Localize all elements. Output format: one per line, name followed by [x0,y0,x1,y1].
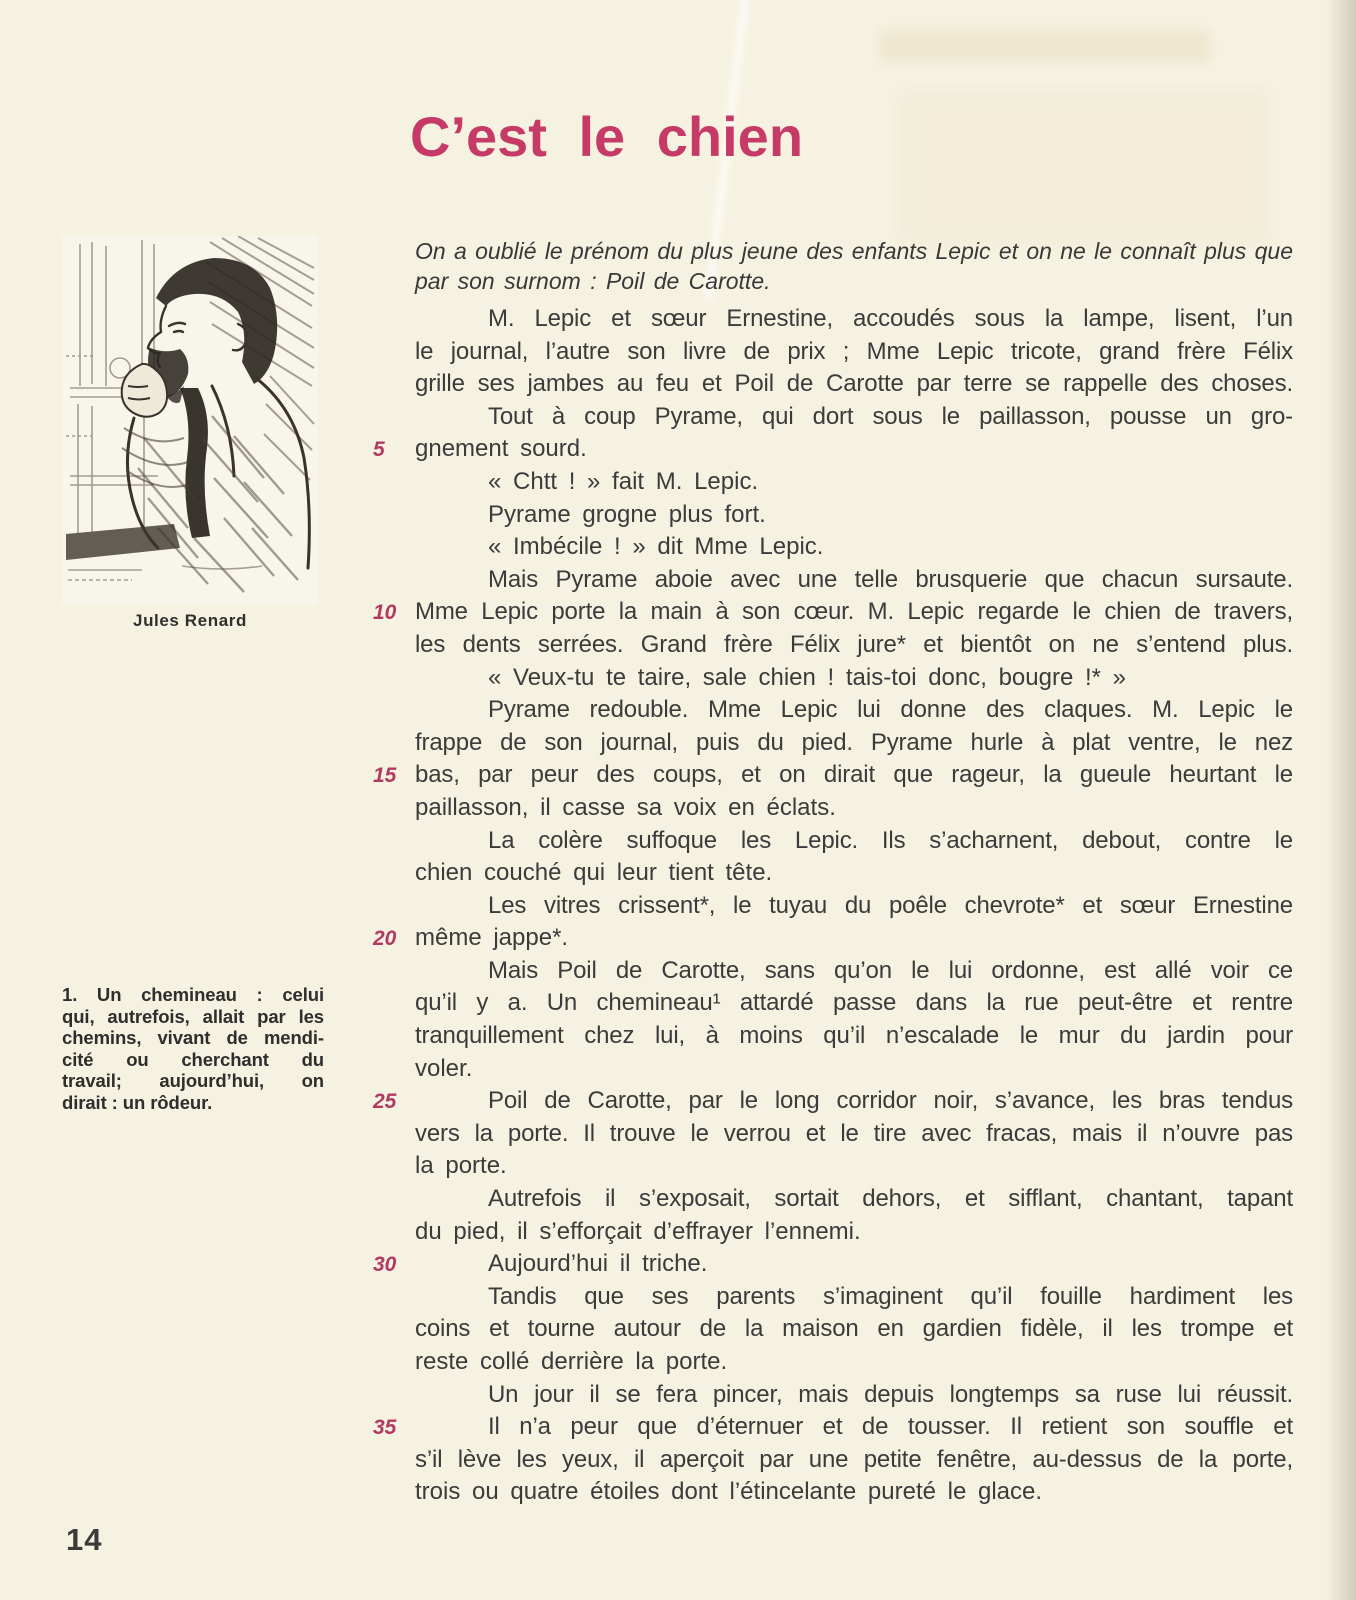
body-line [415,1281,1293,1314]
body-line-text: La colère suffoque les Lepic. Ils s’acharnent, debout, contre le [488,826,1293,854]
line-number: 20 [373,927,397,951]
footnote [62,984,324,1113]
body-line [415,1444,1293,1477]
body-line-text: Un jour il se fera pincer, mais depuis longtemps sa ruse lui réussit. [488,1380,1293,1408]
body-line [415,1053,1293,1086]
body-line-text: le journal, l’autre son livre de prix ; Mme Lepic tricote, grand frère Félix [415,337,1293,365]
body-line-text: Les vitres crissent*, le tuyau du poêle chevrote* et sœur Ernestine [488,891,1293,919]
body-line [373,1085,1293,1118]
body-line [415,694,1293,727]
body-line-text: paillasson, il casse sa voix en éclats. [415,793,836,821]
body-line-text: frappe de son journal, puis du pied. Pyrame hurle à plat ventre, le nez [415,728,1293,756]
body-line [415,401,1293,434]
body-line [415,336,1293,369]
body-line [415,1183,1293,1216]
line-number: 35 [373,1416,397,1440]
body-line [373,922,1293,955]
intro-line: par son surnom : Poil de Carotte. [415,268,771,294]
body-line-text: bas, par peur des coups, et on dirait que rageur, la gueule heurtant le [415,761,1293,789]
bleed-through-artifact [900,92,1270,242]
footnote-line: chemins, vivant de mendi- [62,1027,324,1048]
body-line-text: vers la porte. Il trouve le verrou et le tire avec fracas, mais il n’ouvre pas [415,1119,1293,1147]
body-line [415,792,1293,825]
body-line-text: Pyrame redouble. Mme Lepic lui donne des claques. M. Lepic le [488,696,1293,724]
body-line [415,1118,1293,1151]
body-line [415,466,1293,499]
body-line [415,987,1293,1020]
line-number: 5 [373,438,385,462]
line-number: 10 [373,601,397,625]
body-line-text: gnement sourd. [415,435,587,463]
body-line-text: qu’il y a. Un chemineau¹ attardé passe dans la rue peut-être et rentre [415,989,1293,1017]
body-line [415,368,1293,401]
body-line [415,1379,1293,1412]
body-line-text: Mme Lepic porte la main à son cœur. M. Lepic regarde le chien de travers, [415,598,1293,626]
body-line [415,564,1293,597]
sketch-portrait-icon [62,236,318,604]
body-line-text: trois ou quatre étoiles dont l’étincelante pureté le glace. [415,1478,1043,1506]
body-line [415,499,1293,532]
body-line-text: chien couché qui leur tient tête. [415,859,773,887]
body-line [373,1411,1293,1444]
body-line [415,1216,1293,1249]
body-line-text: Mais Poil de Carotte, sans qu’on le lui ordonne, est allé voir ce [488,956,1293,984]
body-line [415,1150,1293,1183]
body-line [415,662,1293,695]
page-edge-shadow [1326,0,1356,1600]
line-number: 25 [373,1090,397,1114]
footnote-line: dirait : un rôdeur. [62,1091,213,1113]
body-line-text: « Imbécile ! » dit Mme Lepic. [488,533,824,561]
body-line-text: Tandis que ses parents s’imaginent qu’il fouille hardiment les [488,1282,1293,1310]
body-line [415,857,1293,890]
body-line [415,955,1293,988]
footnote-line: travail; aujourd’hui, on [62,1070,324,1091]
body-line-text: grille ses jambes au feu et Poil de Carotte par terre se rappelle des choses. [415,370,1293,398]
body-line [415,890,1293,923]
illustration-caption: Jules Renard [133,611,247,630]
body-line-text: Poil de Carotte, par le long corridor noir, s’avance, les bras tendus [488,1087,1293,1115]
body-line [415,1313,1293,1346]
page-title: C’est le chien [410,105,804,168]
intro-line: On a oublié le prénom du plus jeune des enfants Lepic et on ne le connaît plus que [415,238,1293,264]
body-line [415,825,1293,858]
body-line [373,433,1293,466]
footnote-line: 1. Un chemineau : celui [62,984,324,1005]
body-line [415,1346,1293,1379]
body-line-text: du pied, il s’efforçait d’effrayer l’ennemi. [415,1217,861,1245]
body-line-text: Il n’a peur que d’éternuer et de tousser. Il retient son souffle et [488,1413,1293,1441]
page-number: 14 [66,1522,103,1557]
body-line-text: M. Lepic et sœur Ernestine, accoudés sous la lampe, lisent, l’un [488,305,1293,332]
body-line [373,759,1293,792]
body-line-text: Aujourd’hui il triche. [488,1250,708,1278]
body-line-text: coins et tourne autour de la maison en gardien fidèle, il les trompe et [415,1315,1293,1343]
body-line-text: Mais Pyrame aboie avec une telle brusquerie que chacun sursaute. [488,565,1293,593]
bleed-through-artifact [880,30,1210,62]
body-line [415,727,1293,760]
body-line [415,629,1293,662]
footnote-line: cité ou cherchant du [62,1048,324,1070]
body-line-text: Autrefois il s’exposait, sortait dehors, et sifflant, chantant, tapant [488,1185,1293,1213]
body-text [373,303,1293,1509]
body-line [373,596,1293,629]
body-line [415,531,1293,564]
body-line-text: tranquillement chez lui, à moins qu’il n’escalade le mur du jardin pour [415,1022,1293,1050]
body-line-text: Tout à coup Pyrame, qui dort sous le paillasson, pousse un gro- [488,402,1293,430]
line-number: 15 [373,764,397,788]
footnote-line: qui, autrefois, allait par les [62,1005,324,1027]
jules-renard-portrait-illustration [62,236,318,604]
body-line [415,303,1293,336]
body-line-text: la porte. [415,1152,507,1180]
body-line-text: « Chtt ! » fait M. Lepic. [488,467,759,495]
body-line-text: même jappe*. [415,924,569,952]
body-line [415,1020,1293,1053]
body-line-text: Pyrame grogne plus fort. [488,500,766,528]
line-number: 30 [373,1253,397,1277]
body-line-text: s’il lève les yeux, il aperçoit par une petite fenêtre, au-dessus de la porte, [415,1445,1293,1473]
intro-text [415,236,1293,296]
body-line [373,1248,1293,1281]
body-line [415,1476,1293,1509]
body-line-text: reste collé derrière la porte. [415,1348,728,1375]
body-line-text: les dents serrées. Grand frère Félix jure* et bientôt on ne s’entend plus. [415,630,1293,658]
body-line-text: « Veux-tu te taire, sale chien ! tais-toi donc, bougre !* » [488,663,1127,691]
body-line-text: voler. [415,1054,473,1082]
